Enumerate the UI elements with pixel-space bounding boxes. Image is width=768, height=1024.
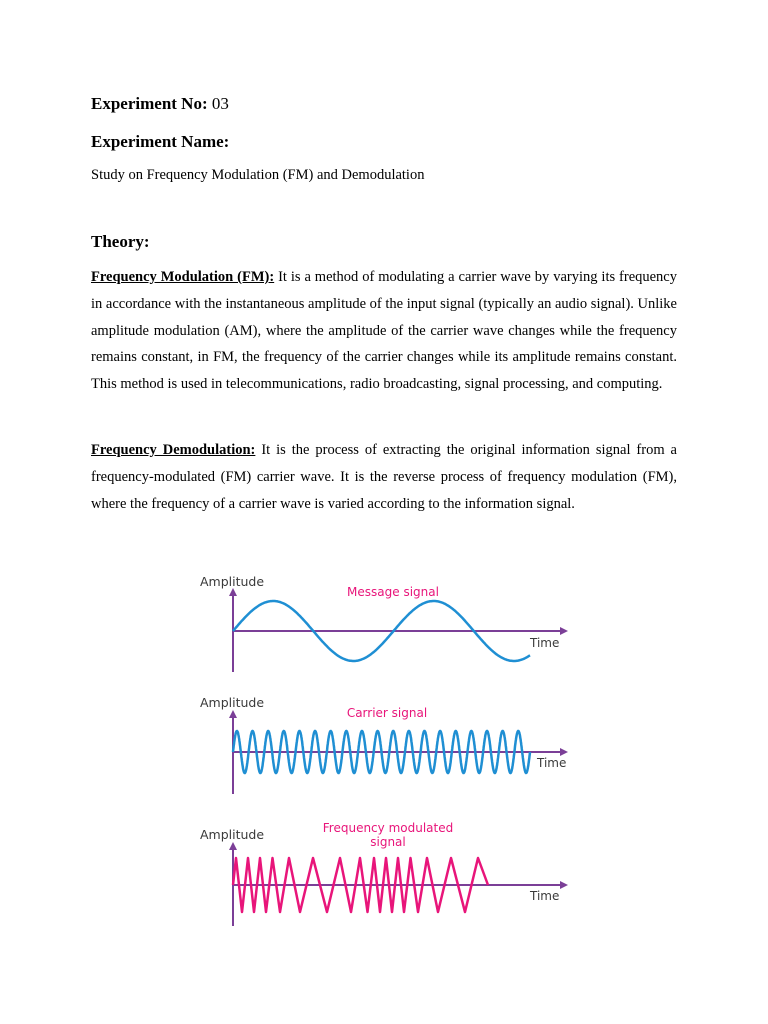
experiment-name-label: Experiment Name:	[91, 132, 230, 151]
message-x-label: Time	[530, 636, 560, 650]
fm-title-line-1: Frequency modulated	[322, 821, 454, 835]
fm-y-label: Amplitude	[200, 827, 265, 842]
fm-term: Frequency Modulation (FM):	[91, 269, 275, 285]
message-title: Message signal	[347, 585, 439, 599]
fd-paragraph	[91, 437, 677, 517]
experiment-number-value: 03	[211, 94, 229, 113]
message-y-label: Amplitude	[200, 574, 265, 589]
fd-text: It is the process of extracting the original information signal from a frequency-modulated (FM) carrier wave. It is the reverse process of frequency modulation (FM), where the frequency of a carrier wave is varied according to the information signal.	[91, 442, 677, 512]
fd-term: Frequency Demodulation:	[91, 442, 256, 458]
carrier-y-label: Amplitude	[200, 695, 265, 710]
carrier-title: Carrier signal	[346, 706, 428, 720]
fm-title-line-2: signal	[370, 835, 406, 849]
fm-x-label: Time	[530, 889, 560, 903]
experiment-number-label: Experiment No:	[91, 94, 208, 113]
fm-signal-figure	[190, 568, 590, 938]
experiment-number	[91, 94, 229, 114]
carrier-signal-panel	[200, 695, 566, 794]
fm-text: It is a method of modulating a carrier wave by varying its frequency in accordance with the instantaneous amplitude of the input signal (typically an audio signal). Unlike amplitude modulation (AM), where the amplitude of the carrier wave changes while the frequency remains constant, in FM, the frequency of the carrier changes while its amplitude remains constant. This method is used in telecommunications, radio broadcasting, signal processing, and computing.	[91, 269, 677, 393]
carrier-x-label: Time	[537, 756, 567, 770]
message-signal-panel	[200, 574, 566, 672]
experiment-title: Study on Frequency Modulation (FM) and Demodulation	[91, 167, 425, 183]
fm-paragraph	[91, 264, 677, 398]
theory-heading: Theory:	[91, 232, 150, 251]
fm-signal-panel	[200, 821, 566, 926]
